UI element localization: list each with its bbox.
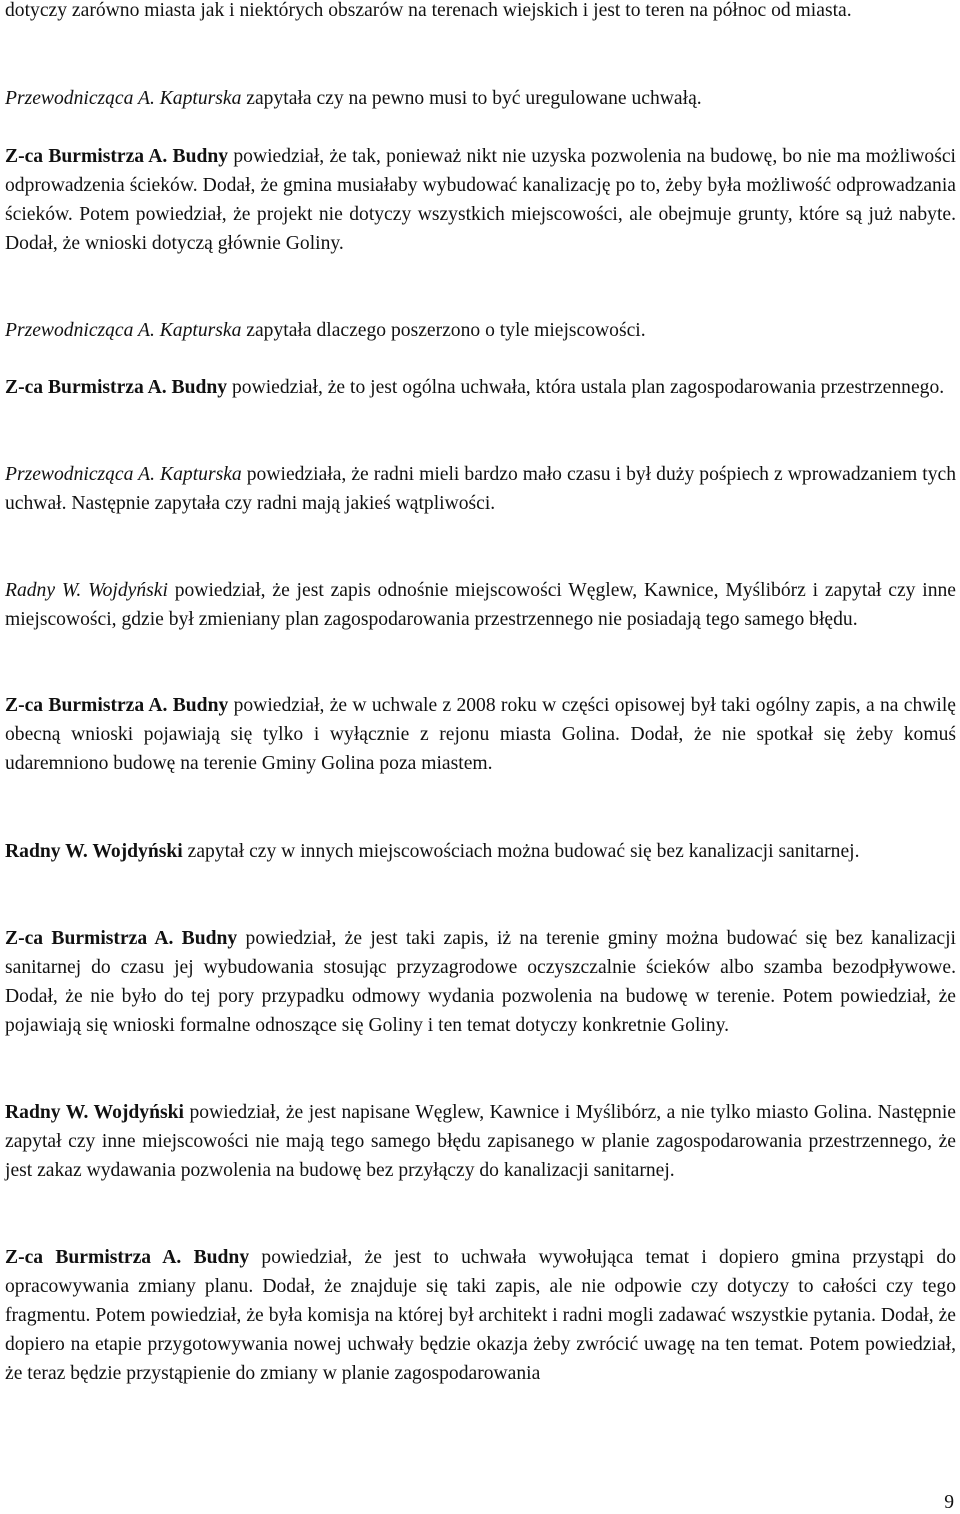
paragraph-continuation xyxy=(5,0,956,25)
speaker-name: Radny W. Wojdyński xyxy=(5,1102,184,1123)
speaker-name: Z-ca Burmistrza A. Budny xyxy=(5,1247,250,1268)
paragraph-text: powiedziała, że radni mieli bardzo mało czasu i był duży pośpiech z wprowadzaniem tych uchwał. Następnie zapytała czy radni mają jakieś wątpliwości. xyxy=(5,464,957,514)
paragraph-wojdynski-2 xyxy=(5,837,956,866)
speaker-name: Przewodnicząca A. Kapturska xyxy=(5,88,242,109)
paragraph-budny-3 xyxy=(5,691,956,778)
paragraph-budny-1 xyxy=(5,142,956,258)
paragraph-text: powiedział, że jest napisane Węglew, Kawnice i Myślibórz, a nie tylko miasto Golina. Następnie zapytał czy inne miejscowości nie mają tego samego błędu zapisanego w planie zagospodarowania przestrzennego, że jest zakaz wydawania pozwolenia na budowę bez przyłączy do kanalizacji sanitarnej. xyxy=(5,1102,956,1181)
speaker-name: Przewodnicząca A. Kapturska xyxy=(5,320,242,341)
speaker-name: Z-ca Burmistrza A. Budny xyxy=(5,695,229,716)
paragraph-wojdynski-1 xyxy=(5,576,956,634)
paragraph-text: powiedział, że tak, ponieważ nikt nie uzyska pozwolenia na budowę, bo nie ma możliwości odprowadzenia ścieków. Dodał, że gmina musiałaby wybudować kanalizację po to, żeby była możliwość odprowadzania ścieków. Potem powiedział, że projekt nie dotyczy wszystkich miejscowości, ale obejmuje grunty, które są już nabyte. Dodał, że wnioski dotyczą głównie Goliny. xyxy=(5,146,956,254)
speaker-name: Z-ca Burmistrza A. Budny xyxy=(5,377,228,398)
paragraph-budny-4 xyxy=(5,924,956,1040)
paragraph-text: zapytał czy w innych miejscowościach można budować się bez kanalizacji sanitarnej. xyxy=(182,841,860,862)
paragraph-kapturska-3 xyxy=(5,460,956,518)
paragraph-text: zapytała czy na pewno musi to być uregulowane uchwałą. xyxy=(241,88,702,109)
paragraph-text: powiedział, że jest zapis odnośnie miejscowości Węglew, Kawnice, Myślibórz i zapytał czy inne miejscowości, gdzie był zmieniany plan zagospodarowania przestrzennego nie posiadają tego samego błędu. xyxy=(5,580,957,630)
speaker-name: Przewodnicząca A. Kapturska xyxy=(5,464,242,485)
paragraph-kapturska-2 xyxy=(5,316,956,345)
paragraph-text: zapytała dlaczego poszerzono o tyle miejscowości. xyxy=(241,320,646,341)
page-number: 9 xyxy=(944,1492,954,1513)
speaker-name: Radny W. Wojdyński xyxy=(5,580,168,601)
paragraph-text: powiedział, że jest to uchwała wywołująca temat i dopiero gmina przystąpi do opracowywania zmiany planu. Dodał, że znajduje się taki zapis, ale nie odpowie czy dotyczy to całości czy tego fragmentu. Potem powiedział, że była komisja na której był architekt i radni mogli zadawać wszystkie pytania. Dodał, że dopiero na etapie przygotowywania nowej uchwały będzie okazja żeby zwrócić uwagę na ten temat. Potem powiedział, że teraz będzie przystąpienie do zmiany w planie zagospodarowania xyxy=(5,1247,957,1384)
paragraph-budny-5 xyxy=(5,1243,956,1388)
paragraph-text: dotyczy zarówno miasta jak i niektórych obszarów na terenach wiejskich i jest to teren na północ od miasta. xyxy=(5,0,852,21)
paragraph-budny-2 xyxy=(5,373,956,402)
paragraph-kapturska-1 xyxy=(5,84,956,113)
paragraph-wojdynski-3 xyxy=(5,1098,956,1185)
paragraph-text: powiedział, że w uchwale z 2008 roku w części opisowej był taki ogólny zapis, a na chwilę obecną wnioski pojawiają się tylko i wyłącznie z rejonu miasta Golina. Dodał, że nie spotkał się żeby komuś udaremniono budowę na terenie Gminy Golina poza miastem. xyxy=(5,695,956,774)
speaker-name: Z-ca Burmistrza A. Budny xyxy=(5,146,229,167)
paragraph-text: powiedział, że jest taki zapis, iż na terenie gminy można budować się bez kanalizacji sanitarnej do czasu jej wybudowania stosując przyzagrodowe oczyszczalnie ścieków albo szamba bezodpływowe. Dodał, że nie było do tej pory przypadku odmowy wydania pozwolenia na budowę w terenie. Potem powiedział, że pojawiają się wnioski formalne odnoszące się Goliny i ten temat dotyczy konkretnie Goliny. xyxy=(5,928,956,1036)
speaker-name: Radny W. Wojdyński xyxy=(5,841,183,862)
paragraph-text: powiedział, że to jest ogólna uchwała, która ustala plan zagospodarowania przestrzennego. xyxy=(227,377,945,398)
speaker-name: Z-ca Burmistrza A. Budny xyxy=(5,928,238,949)
